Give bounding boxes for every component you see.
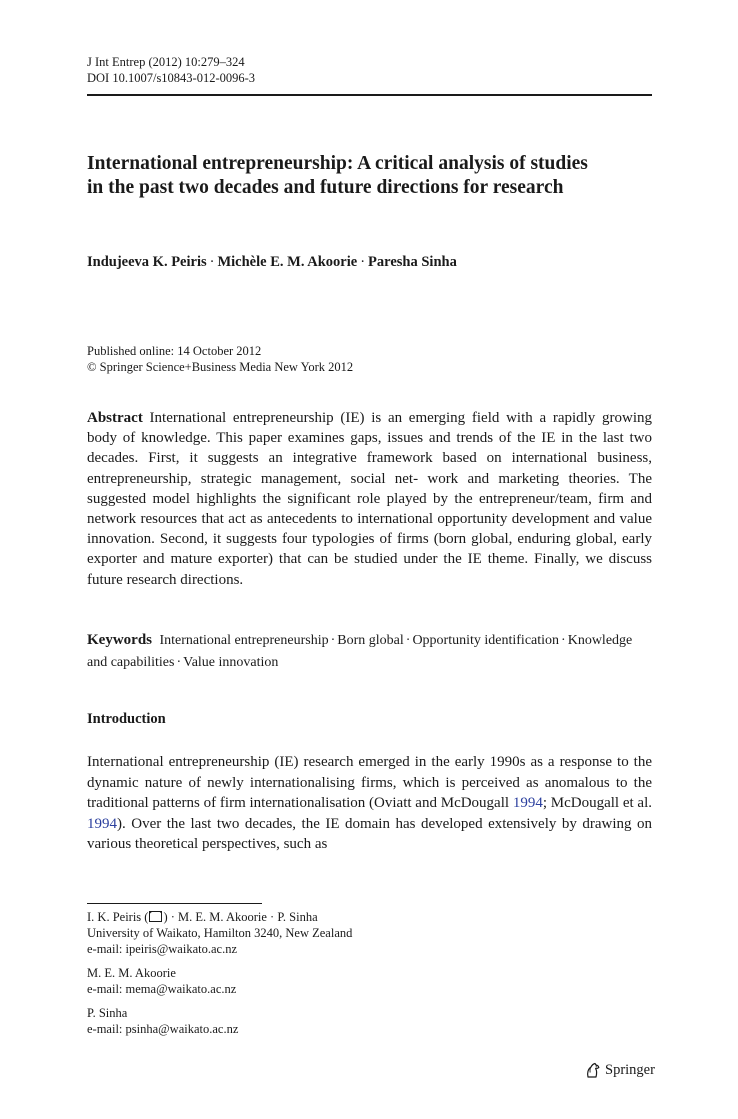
- footnote-text: I. K. Peiris (: [87, 910, 149, 924]
- abstract: [87, 408, 652, 590]
- footnote-affiliation: University of Waikato, Hamilton 3240, New Zealand: [87, 926, 353, 940]
- paper-title: International entrepreneurship: A critical analysis of studies in the past two decades and future directions for research: [87, 153, 588, 198]
- keyword-separator: ·: [176, 654, 182, 670]
- keyword-list: [87, 633, 632, 670]
- author-name: Michèle E. M. Akoorie: [217, 254, 358, 270]
- author-name: Indujeeva K. Peiris: [87, 254, 207, 270]
- keyword-separator: ·: [330, 633, 336, 648]
- publisher-mark: [585, 1062, 655, 1079]
- author-name: Paresha Sinha: [368, 254, 457, 270]
- footnote-corresponding-author: [87, 909, 352, 957]
- keywords-label: Keywords: [87, 632, 152, 648]
- introduction-paragraph: [87, 752, 652, 855]
- footnote-email[interactable]: e-mail: psinha@waikato.ac.nz: [87, 1022, 239, 1036]
- intro-text: ; McDougall et al.: [542, 795, 652, 812]
- keyword: Opportunity identification: [412, 633, 560, 648]
- footnote-name: P. Sinha: [87, 1006, 128, 1020]
- author-list: [87, 254, 457, 271]
- journal-header: [87, 54, 255, 86]
- author-separator: ·: [360, 254, 366, 270]
- keyword: Value innovation: [183, 654, 279, 670]
- keyword: International entrepreneurship: [159, 633, 329, 648]
- keyword: Born global: [337, 633, 404, 648]
- footnote-name: M. E. M. Akoorie: [87, 966, 176, 980]
- footnote-text: ) · M. E. M. Akoorie · P. Sinha: [163, 910, 318, 924]
- footnote-author-2: [87, 965, 352, 997]
- keyword-separator: ·: [561, 633, 566, 648]
- intro-text: ). Over the last two decades, the IE domain has developed extensively by drawing on various theoretical perspectives, such as: [87, 815, 652, 853]
- footnote-email[interactable]: e-mail: ipeiris@waikato.ac.nz: [87, 942, 237, 956]
- abstract-text: International entrepreneurship (IE) is an emerging field with a rapidly growing body of knowledge. This paper examines gaps, issues and trends of the IE in the last two decades. First, it suggests an integrative framework based on international business, entrepreneurship, strategic management, social net- work and marketing theories. The suggested model highlights the significant role played by the entrepreneur/team, firm and network resources that act as antecedents to international opportunity development and value innovation. Second, it suggests four typologies of firms (born global, enduring global, early exporter and mature exporter) that can be studied under the IE theme. Finally, we discuss future research directions.: [87, 410, 653, 588]
- springer-horse-icon: [585, 1062, 601, 1079]
- abstract-label: Abstract: [87, 410, 143, 426]
- journal-citation: J Int Entrep (2012) 10:279–324: [87, 55, 245, 69]
- header-rule: [87, 94, 652, 96]
- citation-link[interactable]: 1994: [87, 815, 117, 832]
- published-date: Published online: 14 October 2012: [87, 344, 262, 358]
- footnote-author-3: [87, 1005, 352, 1037]
- journal-doi: DOI 10.1007/s10843-012-0096-3: [87, 71, 256, 85]
- footnote-rule: [87, 903, 262, 904]
- publisher-name: Springer: [605, 1062, 655, 1078]
- keywords: [87, 630, 652, 673]
- envelope-icon: [149, 911, 162, 922]
- keyword: Knowledge and capabilities: [87, 633, 633, 670]
- footnote-authors-line: [87, 909, 352, 925]
- footnotes: [87, 909, 352, 1045]
- intro-text: International entrepreneurship (IE) research emerged in the early 1990s as a response to the dynamic nature of newly internationalising firms, which is perceived as anomalous to the traditional patterns of firm internationalisation (Oviatt and McDougall: [87, 754, 652, 812]
- section-heading-introduction: Introduction: [87, 711, 166, 727]
- author-separator: ·: [209, 254, 215, 270]
- publication-info: [87, 343, 353, 375]
- citation-link[interactable]: 1994: [512, 795, 543, 812]
- footnote-email[interactable]: e-mail: mema@waikato.ac.nz: [87, 982, 237, 996]
- copyright-notice: © Springer Science+Business Media New York 2012: [87, 360, 354, 374]
- keyword-separator: ·: [405, 633, 411, 648]
